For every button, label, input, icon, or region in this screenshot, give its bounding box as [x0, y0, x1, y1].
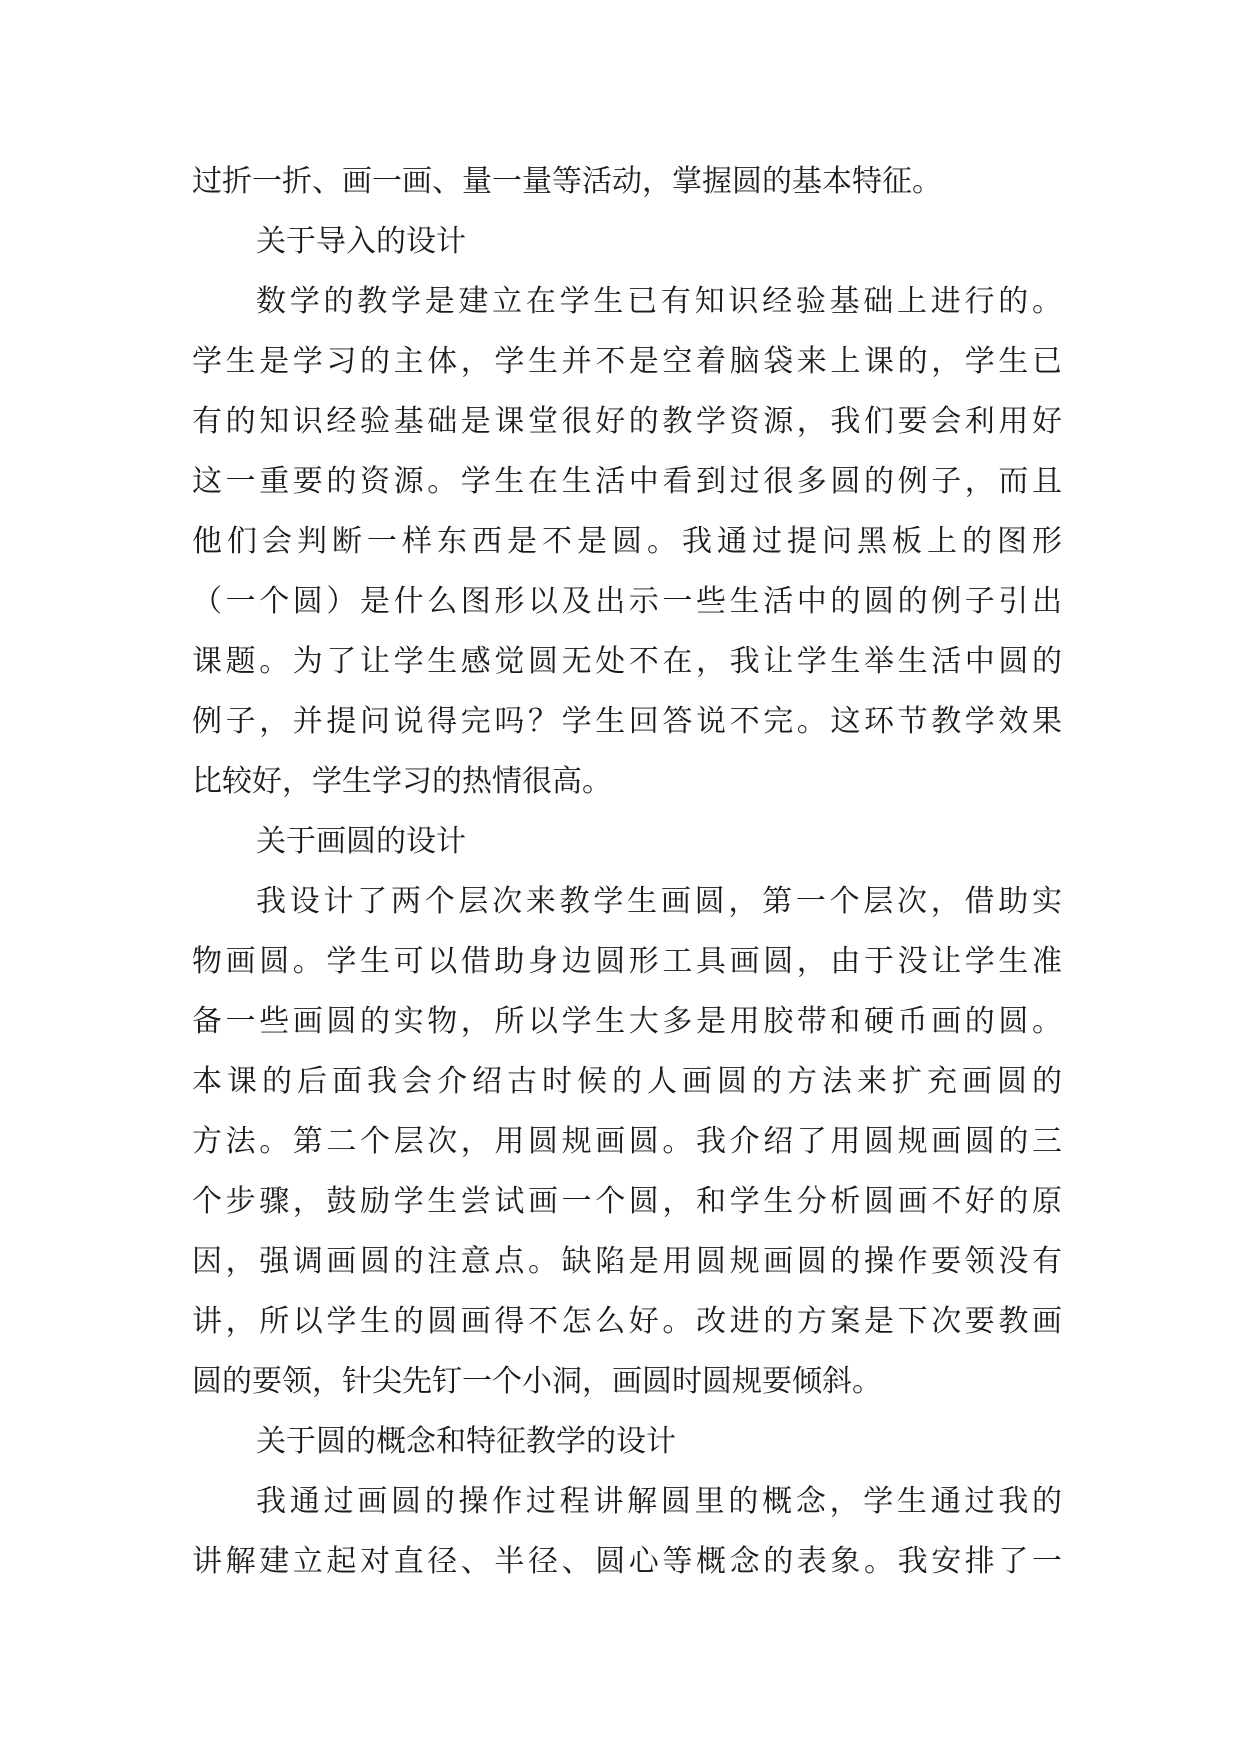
- text-line: 我设计了两个层次来教学生画圆，第一个层次，借助实: [256, 884, 1062, 919]
- text-line: 学生是学习的主体，学生并不是空着脑袋来上课的，学生已: [192, 344, 1062, 379]
- text-line: 物画圆。学生可以借助身边圆形工具画圆，由于没让学生准: [192, 944, 1062, 979]
- text-line: 过折一折、画一画、量一量等活动，掌握圆的基本特征。: [192, 164, 942, 199]
- document-body: [192, 152, 1062, 1592]
- text-line: 圆的要领，针尖先钉一个小洞，画圆时圆规要倾斜。: [192, 1364, 882, 1399]
- text-line: 例子，并提问说得完吗？学生回答说不完。这环节教学效果: [192, 704, 1062, 739]
- text-line: 本课的后面我会介绍古时候的人画圆的方法来扩充画圆的: [192, 1064, 1062, 1099]
- text-line: 个步骤，鼓励学生尝试画一个圆，和学生分析圆画不好的原: [192, 1184, 1062, 1219]
- text-line: 有的知识经验基础是课堂很好的教学资源，我们要会利用好: [192, 404, 1062, 439]
- text-line: 数学的教学是建立在学生已有知识经验基础上进行的。: [256, 284, 1062, 319]
- text-line: 讲，所以学生的圆画得不怎么好。改进的方案是下次要教画: [192, 1304, 1062, 1339]
- text-line: 备一些画圆的实物，所以学生大多是用胶带和硬币画的圆。: [192, 1004, 1062, 1039]
- text-line: 我通过画圆的操作过程讲解圆里的概念，学生通过我的: [256, 1484, 1062, 1519]
- text-line: 方法。第二个层次，用圆规画圆。我介绍了用圆规画圆的三: [192, 1124, 1062, 1159]
- text-line: 因，强调画圆的注意点。缺陷是用圆规画圆的操作要领没有: [192, 1244, 1062, 1279]
- text-line: 他们会判断一样东西是不是圆。我通过提问黑板上的图形: [192, 524, 1062, 559]
- text-line: 这一重要的资源。学生在生活中看到过很多圆的例子，而且: [192, 464, 1062, 499]
- section-heading-drawing: 关于画圆的设计: [256, 824, 466, 859]
- section-heading-concepts: 关于圆的概念和特征教学的设计: [256, 1424, 676, 1459]
- text-line: 课题。为了让学生感觉圆无处不在，我让学生举生活中圆的: [192, 644, 1062, 679]
- text-line: （一个圆）是什么图形以及出示一些生活中的圆的例子引出: [192, 584, 1062, 619]
- text-line: 比较好，学生学习的热情很高。: [192, 764, 612, 799]
- text-line: 讲解建立起对直径、半径、圆心等概念的表象。我安排了一: [192, 1544, 1062, 1579]
- section-heading-intro: 关于导入的设计: [256, 224, 466, 259]
